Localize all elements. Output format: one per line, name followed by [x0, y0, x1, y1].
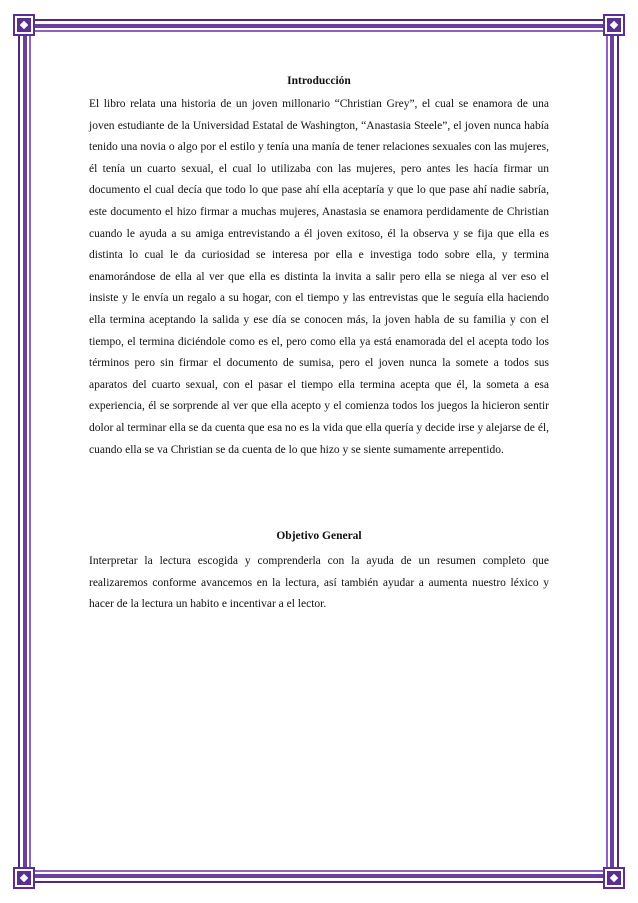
heading-introduccion: Introducción	[287, 75, 351, 87]
paragraph-introduccion: El libro relata una historia de un joven millonario “Christian Grey”, el cual se enamora de una joven estudiante de la Universidad Estatal de Washington, “Anastasia Steele”, el joven nunca había tenido una novia o algo por el estilo y tenía una manía de tener relaciones sexuales con las mujeres, él tenía un cuarto sexual, el cual lo utilizaba con las mujeres, pero antes les hacía firmar un documento el cual decía que todo lo que pase ahí ella aceptaría y que lo que pase ahí nadie sabría, este documento el hizo firmar a muchas mujeres, Anastasia se enamora perdidamente de Christian cuando le ayuda a su amiga entrevistando a él joven exitoso, él la observa y se fija que ella es distinta lo cual le da curiosidad se interesa por ella e investiga todo sobre ella, y termina enamorándose de ella al ver que ella es distinta la invita a salir pero ella se niega al ver eso el insiste y le envía un regalo a su hogar, con el tiempo y las entrevistas que le seguía ella haciendo ella termina aceptando la salida y ese día se conocen más, la joven habla de su familia y con el tiempo, el termina diciéndole como es el, pero como ella ya está enamorada del el acepta todo los términos pero sin firmar el documento de sumisa, pero el joven nunca la somete a todos sus aparatos del cuarto sexual, con el pasar el tiempo ella termina acepta que él, la someta a esa experiencia, él se sorprende al ver que ella acepto y el comienza todos los juegos la hicieron sentir dolor al terminar ella se da cuenta que esa no es la vida que ella quería y decide irse y alejarse de él, cuando ella se va Christian se da cuenta de lo que hizo y se siente sumamente arrepentido.	[89, 98, 549, 456]
corner-ornament-top-left	[15, 16, 33, 34]
heading-objetivo-general: Objetivo General	[276, 530, 362, 543]
document-content	[89, 72, 549, 616]
corner-ornament-bottom-left	[15, 869, 33, 887]
corner-ornament-top-right	[605, 16, 623, 34]
corner-ornament-bottom-right	[605, 869, 623, 887]
paragraph-objetivo-general: Interpretar la lectura escogida y comprenderla con la ayuda de un resumen completo que realizaremos conforme avancemos en la lectura, así también ayudar a aumenta nuestro léxico y hacer de la lectura un habito e incentivar a el lector.	[89, 555, 549, 611]
